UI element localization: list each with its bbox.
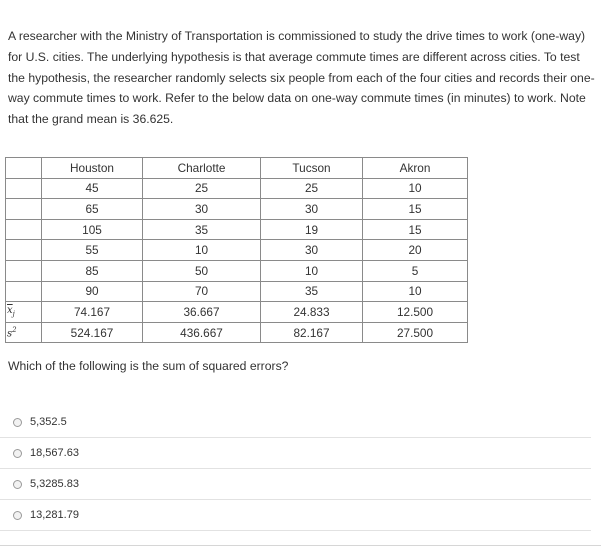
table-row [6,260,468,281]
question-prompt: Which of the following is the sum of squared errors? [8,359,289,373]
table-cell: 65 [42,199,143,220]
table-row [6,199,468,220]
table-cell: 35 [261,281,363,302]
table-cell: 10 [261,260,363,281]
answer-option-label: 5,3285.83 [30,478,79,490]
table-cell: 25 [261,178,363,199]
mean-label-subscript: j [12,310,15,319]
column-header: Houston [42,158,143,179]
radio-button[interactable] [13,511,22,520]
row-label-empty [6,199,42,220]
mean-value: 24.833 [261,302,363,323]
mean-row [6,302,468,323]
table-cell: 15 [363,199,468,220]
table-row [6,281,468,302]
table-cell: 30 [261,199,363,220]
row-label-empty [6,158,42,179]
table-row [6,219,468,240]
table-body [6,158,468,343]
column-header: Tucson [261,158,363,179]
table-cell: 30 [261,240,363,261]
table-cell: 85 [42,260,143,281]
table-cell: 15 [363,219,468,240]
table-cell: 55 [42,240,143,261]
answer-option[interactable] [0,407,591,438]
variance-label-symbol: s [7,328,13,340]
table-header-row [6,158,468,179]
answer-option-label: 13,281.79 [30,509,79,521]
column-header: Charlotte [143,158,261,179]
row-label-empty [6,219,42,240]
radio-button[interactable] [13,449,22,458]
table-cell: 10 [363,178,468,199]
table-cell: 70 [143,281,261,302]
column-header: Akron [363,158,468,179]
row-label-empty [6,178,42,199]
row-label-empty [6,240,42,261]
table-cell: 10 [143,240,261,261]
table-cell: 90 [42,281,143,302]
radio-button[interactable] [13,480,22,489]
table-cell: 10 [363,281,468,302]
table-row [6,240,468,261]
answer-option-label: 5,352.5 [30,416,67,428]
variance-value: 27.500 [363,322,468,343]
mean-value: 74.167 [42,302,143,323]
row-label-empty [6,281,42,302]
table-cell: 35 [143,219,261,240]
answer-options [0,407,591,531]
variance-row [6,322,468,343]
commute-data-table [5,157,468,343]
answer-option[interactable] [0,469,591,500]
row-label-empty [6,260,42,281]
table-cell: 25 [143,178,261,199]
variance-value: 436.667 [143,322,261,343]
table-cell: 50 [143,260,261,281]
table-cell: 105 [42,219,143,240]
variance-label [6,322,42,343]
table-cell: 30 [143,199,261,220]
divider [0,545,601,546]
mean-value: 12.500 [363,302,468,323]
answer-option[interactable] [0,438,591,469]
table-row [6,178,468,199]
mean-value: 36.667 [143,302,261,323]
table-cell: 45 [42,178,143,199]
variance-value: 524.167 [42,322,143,343]
table-cell: 5 [363,260,468,281]
radio-button[interactable] [13,418,22,427]
question-text: A researcher with the Ministry of Transportation is commissioned to study the drive times to work (one-way) for U.S. cities. The underlying hypothesis is that average commute times are different across cities. To test the hypothesis, the researcher randomly selects six people from each of the four cities and records their one-way commute times to work. Refer to the below data on one-way commute times (in minutes) to work. Note that the grand mean is 36.625. [8,29,595,127]
table-cell: 19 [261,219,363,240]
mean-label-symbol: $\overline{x}$ [7,305,13,317]
answer-option-label: 18,567.63 [30,447,79,459]
table-cell: 20 [363,240,468,261]
mean-label [6,302,42,323]
answer-option[interactable] [0,500,591,531]
variance-value: 82.167 [261,322,363,343]
variance-label-superscript: 2 [12,325,17,334]
